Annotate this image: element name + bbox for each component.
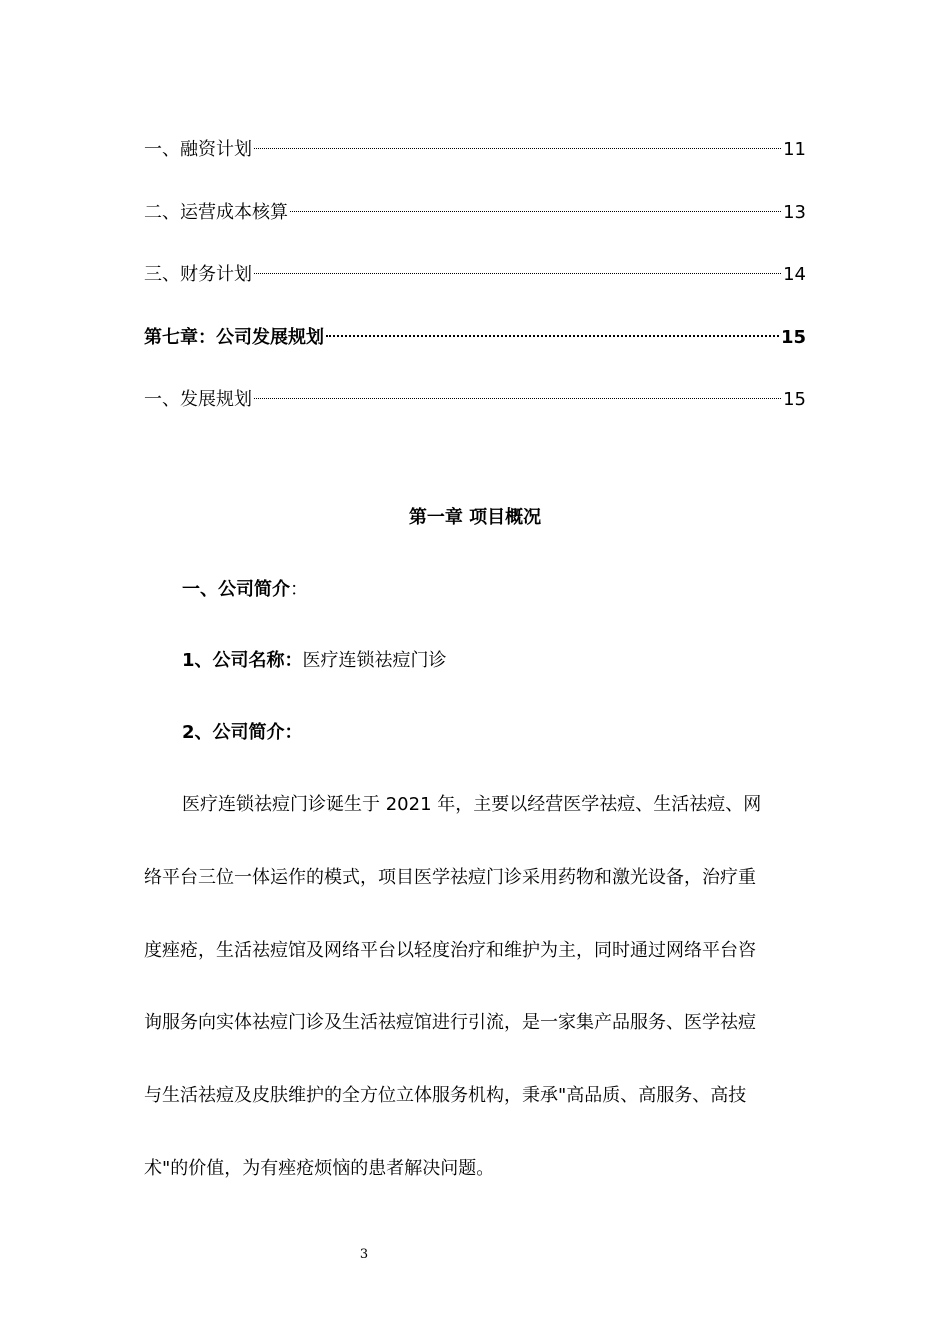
paragraph-line: 询服务向实体祛痘门诊及生活祛痘馆进行引流，是一家集产品服务、医学祛痘 — [144, 1012, 756, 1034]
toc-entry-title: 一、融资计划 — [144, 139, 252, 160]
toc-leader-dots — [254, 148, 781, 149]
toc-entry-financing-plan[interactable] — [144, 128, 806, 191]
toc-leader-dots — [254, 398, 781, 399]
section-heading-label: 一、公司简介 — [182, 579, 290, 600]
company-profile-paragraph — [144, 775, 806, 1212]
company-profile-heading — [182, 718, 303, 748]
toc-entry-development-plan[interactable] — [144, 378, 806, 441]
company-name-value: 医疗连锁祛痘门诊 — [302, 650, 447, 671]
paragraph-line: 术"的价值，为有痤疮烦恼的患者解决问题。 — [144, 1157, 495, 1179]
company-name-line — [182, 646, 447, 676]
section-heading-colon: ： — [290, 579, 308, 600]
toc-entry-operating-cost[interactable] — [144, 191, 806, 254]
toc-entry-title: 一、发展规划 — [144, 389, 252, 410]
chapter-title: 第一章 项目概况 — [408, 507, 542, 528]
company-name-label: 1、公司名称： — [182, 650, 303, 671]
toc-entry-title: 三、财务计划 — [144, 264, 252, 285]
toc-entry-page: 11 — [783, 139, 806, 160]
table-of-contents — [144, 128, 806, 441]
toc-leader-dots — [290, 211, 781, 212]
page-number: 3 — [359, 1247, 369, 1262]
paragraph-line: 度痤疮，生活祛痘馆及网络平台以轻度治疗和维护为主，同时通过网络平台咨 — [144, 939, 756, 961]
paragraph-line: 医疗连锁祛痘门诊诞生于 2021 年，主要以经营医学祛痘、生活祛痘、网 — [182, 794, 762, 815]
toc-entry-title: 二、运营成本核算 — [144, 201, 288, 223]
toc-entry-financial-plan[interactable] — [144, 253, 806, 316]
toc-entry-page: 13 — [783, 201, 806, 223]
paragraph-line: 与生活祛痘及皮肤维护的全方位立体服务机构，秉承"高品质、高服务、高技 — [144, 1085, 747, 1107]
company-profile-label: 2、公司简介： — [182, 722, 303, 743]
toc-leader-dots — [254, 273, 781, 274]
section-heading-company-intro — [182, 575, 308, 605]
toc-entry-page: 15 — [780, 326, 806, 348]
toc-entry-title: 第七章：公司发展规划 — [144, 326, 324, 348]
toc-leader-dots — [326, 335, 779, 337]
toc-entry-page: 14 — [783, 264, 806, 285]
paragraph-line: 络平台三位一体运作的模式，项目医学祛痘门诊采用药物和激光设备，治疗重 — [144, 866, 756, 888]
toc-entry-chapter-seven[interactable] — [144, 316, 806, 379]
toc-entry-page: 15 — [783, 389, 806, 410]
